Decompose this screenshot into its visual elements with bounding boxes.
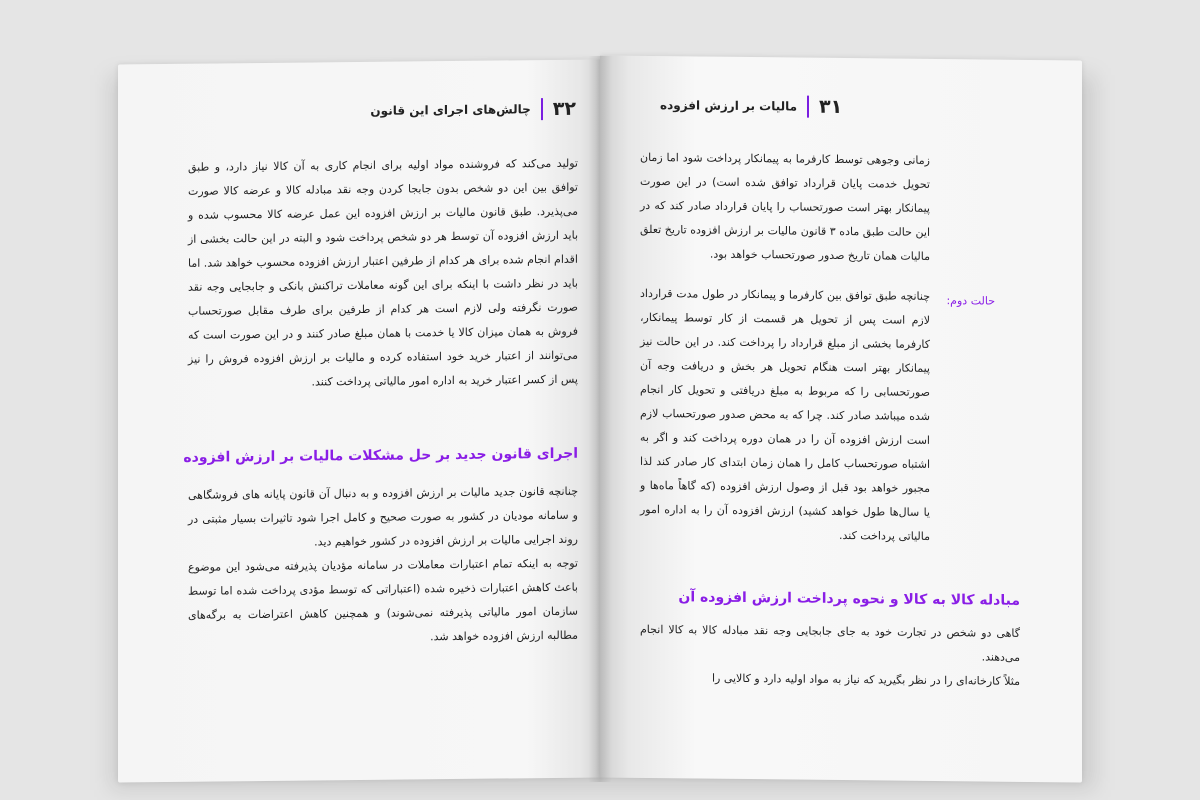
left-header-title: چالش‌های اجرای این قانون [370, 102, 531, 118]
right-paragraph-1: زمانی وجوهی توسط کارفرما به پیمانکار پرداخت شود اما زمان تحویل خدمت پایان قرارداد توافق شده است) در این صورت پیمانکار بهتر است صورتحساب را پایان قرارداد صادر کند که در این حالت طبق ماده ۳ قانون مالیات بر ارزش افزوده تاریخ تعلق مالیات همان تاریخ صدور صورتحساب خواهد بود. [640, 150, 930, 263]
right-page-header [660, 94, 842, 118]
right-paragraph-2: چنانچه طبق توافق بین کارفرما و پیمانکار در طول مدت قرارداد لازم است پس از تحویل هر قسمت از کار توسط پیمانکار، کارفرما بخشی از مبلغ قرارداد را پرداخت کند. در این حالت نیز پیمانکار بهتر است هنگام تحویل هر بخش و دریافت وجه آن صورتحسابی را که مربوط به مبلغ دریافتی و تحویل کار انجام شده میباشد صادر کند. چرا که به محض صدور صورتحساب لازم است ارزش افزوده آن را در همان دوره پرداخت کند و اگر به اشتباه صورتحساب کامل را همان زمان ابتدای کار صادر کند لذا مجبور خواهد بود قبل از وصول ارزش افزوده (که گاهاً ماه‌ها و یا سال‌ها طول خواهد کشید) ارزش افزوده آن را به اداره امور مالیاتی پرداخت کند. [640, 286, 930, 543]
right-page-body-middle [640, 282, 930, 549]
right-page-number: ۳۱ [819, 95, 843, 119]
right-page-body-bottom [640, 618, 1020, 694]
right-paragraph-4: مثلاً کارخانه‌ای را در نظر بگیرید که نیاز به مواد اولیه دارد و کالایی را [711, 671, 1020, 688]
right-paragraph-3: گاهی دو شخص در تجارت خود به جای جابجایی وجه نقد مبادله کالا به کالا انجام می‌دهند. [640, 622, 1020, 664]
left-paragraph-1: تولید می‌کند که فروشنده مواد اولیه برای انجام کاری به آن کالا نیاز دارد، و طبق توافق بین این دو شخص بدون جابجا کردن وجه نقد مبادله کالا و عرضه کالا صورت می‌پذیرد. طبق قانون مالیات بر ارزش افزوده این عمل عرضه کالا محسوب شده و باید ارزش افزوده آن توسط هر دو شخص پرداخت شود و البته در این حالت بخشی از اقدام انجام شده برای هر کدام از طرفین اعتبار ارزش افزوده محسوب خواهد شد. اما باید در نظر داشت با اینکه برای این گونه معاملات تراکنش بانکی و جابجایی وجه نقد صورت نگرفته ولی لازم است هر کدام از طرفین برای طرف مقابل صورتحساب فروش به همان میزان کالا یا خدمت با همان مبلغ صادر کنند و در این صورت است که می‌توانند از اعتبار خرید خود استفاده کرده و مالیات بر ارزش افزوده فروش را نیز پس از کسر اعتبار خرید به اداره امور مالیاتی پرداخت کنند. [188, 156, 578, 389]
left-section-title: اجرای قانون جدید بر حل مشکلات مالیات بر ارزش افزوده [183, 445, 578, 466]
right-section-title: مبادله کالا به کالا و نحوه پرداخت ارزش افزوده آن [678, 589, 1020, 609]
left-page-body-top [188, 152, 578, 396]
left-paragraph-2: چنانچه قانون جدید مالیات بر ارزش افزوده و به دنبال آن قانون پایانه های فروشگاهی و سامانه مودیان در کشور به صورت صحیح و کامل اجرا شود تاثیرات بسیار مثبتی در روند اجرایی مالیات بر ارزش افزوده در کشور خواهیم دید. [188, 484, 578, 549]
side-note-label: حالت دوم: [946, 294, 995, 308]
right-header-title: مالیات بر ارزش افزوده [660, 98, 798, 114]
left-page-number: ۳۲ [552, 97, 576, 120]
right-page [600, 55, 1082, 782]
left-page-body-bottom [188, 480, 578, 652]
left-paragraph-3: توجه به اینکه تمام اعتبارات معاملات در سامانه مؤدیان پذیرفته می‌شود این موضوع باعث کاهش اعتبارات ذخیره شده (اعتباراتی که توسط مؤدی پرداخت شده اما توسط سازمان امور مالیاتی پذیرفته نمی‌شوند) و همچنین کاهش اعتراضات به برگه‌های مطالبه ارزش افزوده خواهد شد. [188, 556, 578, 644]
right-page-body-top [640, 146, 930, 269]
book-gutter [588, 56, 612, 782]
header-separator [541, 98, 543, 120]
left-page-header [370, 98, 576, 122]
left-page [118, 59, 600, 782]
header-separator [807, 96, 809, 118]
